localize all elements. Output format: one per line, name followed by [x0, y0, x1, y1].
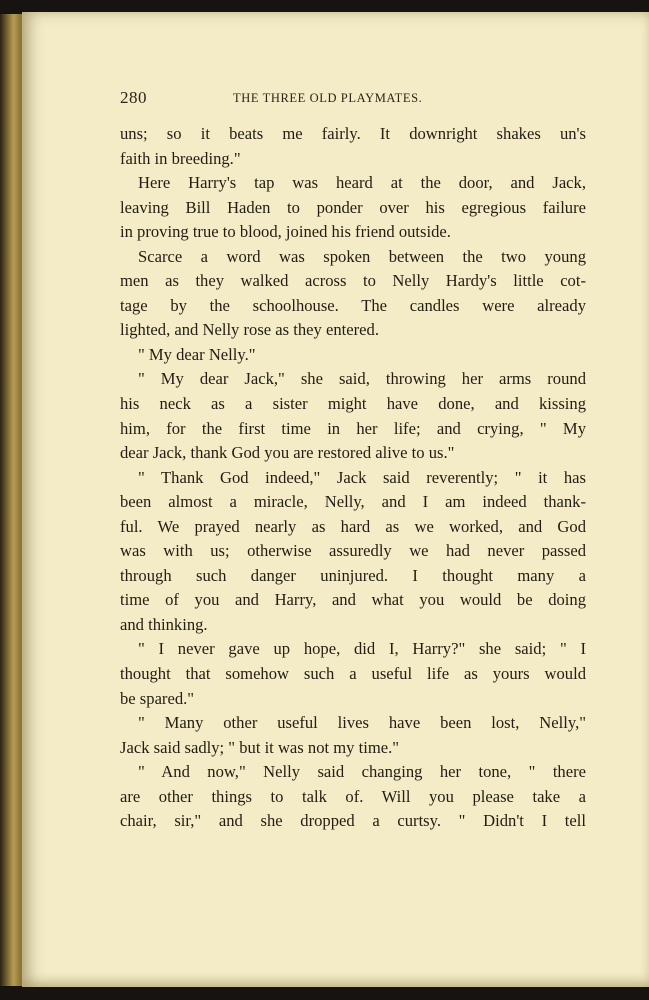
text-line: been almost a miracle, Nelly, and I am indeed thank- [120, 492, 586, 512]
text-line: are other things to talk of. Will you please take a [120, 786, 586, 806]
text-line: his neck as a sister might have done, and kissing [120, 394, 586, 414]
text-line: chair, sir," and she dropped a curtsy. " Didn't I tell [120, 811, 586, 831]
text-line: " My dear Jack," she said, throwing her arms round [138, 369, 586, 389]
text-line: Here Harry's tap was heard at the door, and Jack, [138, 173, 586, 193]
text-line: Jack said sadly; " but it was not my time." [120, 737, 400, 757]
text-line: time of you and Harry, and what you would be doing [120, 590, 586, 610]
text-line: him, for the first time in her life; and crying, " My [120, 418, 586, 438]
text-line: " I never gave up hope, did I, Harry?" she said; " I [138, 639, 586, 659]
text-line: in proving true to blood, joined his friend outside. [120, 222, 451, 242]
text-line: " Thank God indeed," Jack said reverently; " it has [138, 467, 586, 487]
text-line: " Many other useful lives have been lost, Nelly," [138, 713, 586, 733]
text-line: lighted, and Nelly rose as they entered. [120, 320, 379, 340]
text-line: tage by the schoolhouse. The candles were already [120, 295, 586, 315]
text-line: men as they walked across to Nelly Hardy's little cot- [120, 271, 586, 291]
text-line: Scarce a word was spoken between the two young [138, 246, 586, 266]
text-line: " My dear Nelly." [138, 344, 256, 364]
text-line: thought that somehow such a useful life as yours would [120, 664, 586, 684]
text-line: " And now," Nelly said changing her tone, " there [138, 762, 586, 782]
body-text [120, 122, 586, 834]
text-line: uns; so it beats me fairly. It downright shakes un's [120, 124, 586, 143]
page-number: 280 [120, 88, 147, 107]
text-line: dear Jack, thank God you are restored alive to us." [120, 443, 455, 463]
text-line: through such danger uninjured. I thought many a [120, 565, 586, 585]
text-line: and thinking. [120, 614, 208, 634]
text-line: faith in breeding." [120, 148, 241, 168]
text-line: was with us; otherwise assuredly we had never passed [120, 541, 586, 561]
running-head: THE THREE OLD PLAYMATES. [233, 91, 423, 105]
text-line: be spared." [120, 688, 195, 708]
page-header [120, 88, 586, 112]
text-line: ful. We prayed nearly as hard as we worked, and God [120, 516, 586, 536]
text-line: leaving Bill Haden to ponder over his egregious failure [120, 197, 586, 217]
